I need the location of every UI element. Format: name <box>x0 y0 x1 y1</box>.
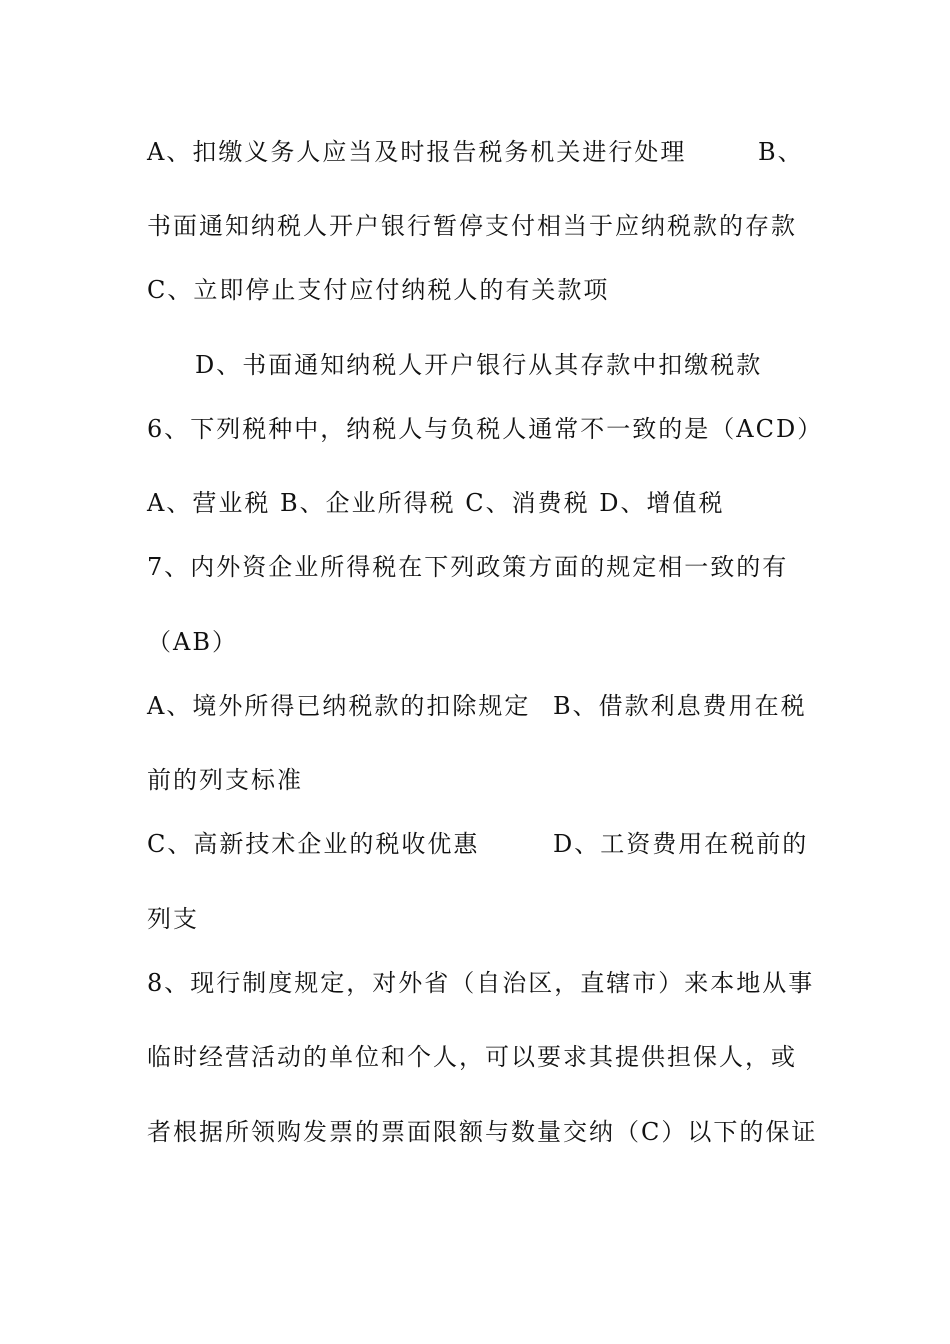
q8-question-line1: 8、现行制度规定，对外省（自治区，直辖市）来本地从事 <box>147 969 815 997</box>
q7-options-ab-line <box>147 690 807 722</box>
q5-option-b-label: B、 <box>758 138 804 166</box>
q7-question-line1: 7、内外资企业所得税在下列政策方面的规定相一致的有 <box>147 553 789 581</box>
q5-option-d: D、书面通知纳税人开户银行从其存款中扣缴税款 <box>195 351 763 379</box>
q7-option-a: A、境外所得已纳税款的扣除规定 <box>147 692 531 720</box>
q7-option-d-cont: 列支 <box>147 905 199 933</box>
q5-option-a: A、扣缴义务人应当及时报告税务机关进行处理 <box>147 138 687 166</box>
q7-option-c: C、高新技术企业的税收优惠 <box>147 830 480 858</box>
q5-option-c: C、立即停止支付应付纳税人的有关款项 <box>147 276 610 304</box>
q7-option-b: B、借款利息费用在税 <box>553 692 807 720</box>
q7-option-b-cont: 前的列支标准 <box>147 766 303 794</box>
q7-options-cd-line <box>147 828 809 860</box>
q7-question-line2: （AB） <box>147 628 238 656</box>
q8-question-line2: 临时经营活动的单位和个人，可以要求其提供担保人，或 <box>147 1043 797 1071</box>
q6-options: A、营业税 B、企业所得税 C、消费税 D、增值税 <box>147 489 725 517</box>
q6-question: 6、下列税种中，纳税人与负税人通常不一致的是（ACD） <box>147 415 824 443</box>
q8-question-line3: 者根据所领购发票的票面限额与数量交纳（C）以下的保证 <box>147 1118 818 1146</box>
q5-option-b-text: 书面通知纳税人开户银行暂停支付相当于应纳税款的存款 <box>147 212 797 240</box>
q7-option-d: D、工资费用在税前的 <box>553 830 809 858</box>
q5-option-a-line <box>147 136 804 168</box>
